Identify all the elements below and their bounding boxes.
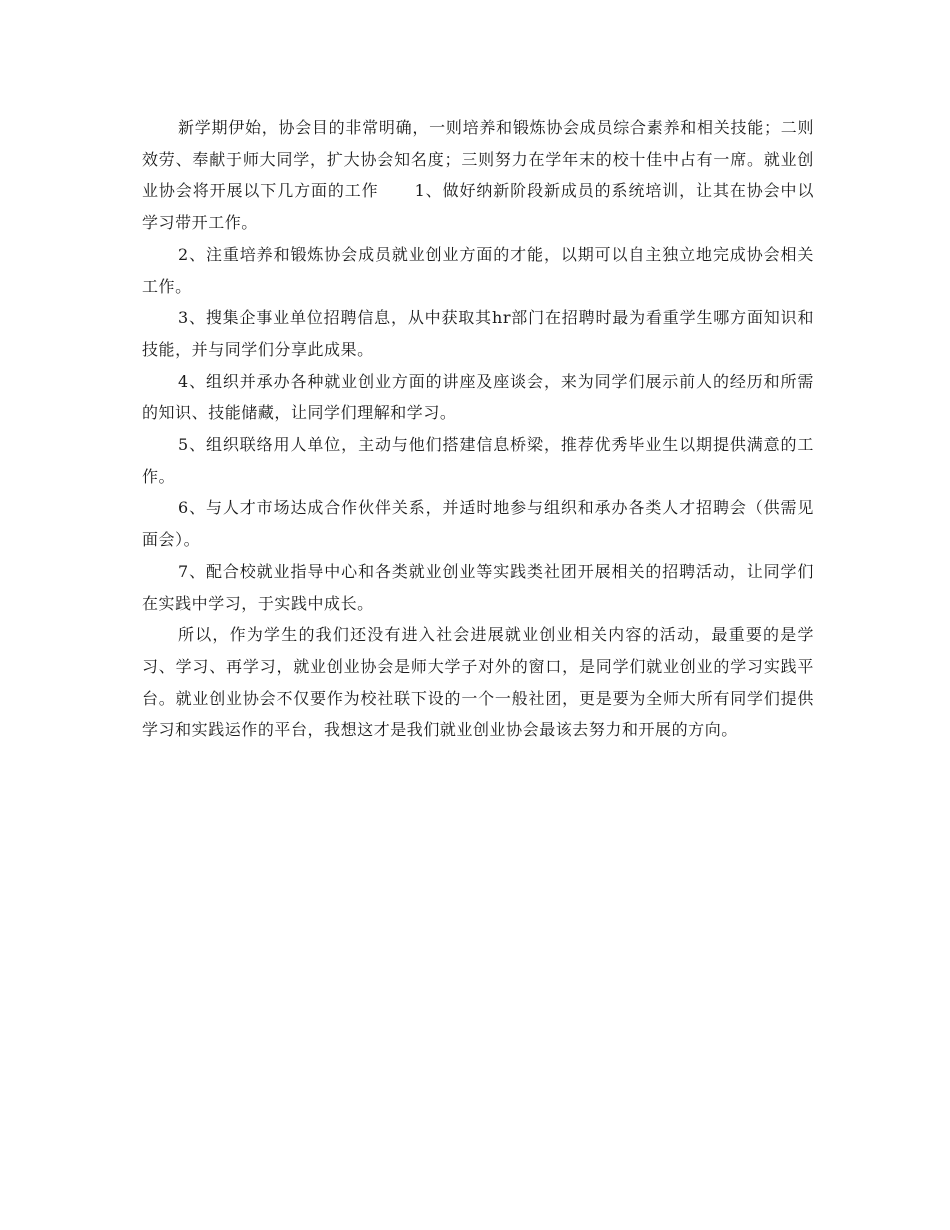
paragraph-intro-text: 新学期伊始，协会目的非常明确，一则培养和锻炼协会成员综合素养和相关技能；二则效劳、奉献于师大同学，扩大协会知名度；三则努力在学年末的校十佳中占有一席。就业创业协会将开展以下几方面的工作 xyxy=(142,118,814,201)
paragraph-item-7: 7、配合校就业指导中心和各类就业创业等实践类社团开展相关的招聘活动，让同学们在实践中学习，于实践中成长。 xyxy=(142,561,814,613)
paragraph-item-1-text: 1、做好纳新阶段新成员的系统培训，让其在协会中以学习带开工作。 xyxy=(142,181,814,233)
paragraph-item-2: 2、注重培养和锻炼协会成员就业创业方面的才能，以期可以自主独立地完成协会相关工作。 xyxy=(142,244,814,296)
paragraph-intro xyxy=(142,112,814,239)
paragraph-conclusion: 所以，作为学生的我们还没有进入社会进展就业创业相关内容的活动，最重要的是学习、学习、再学习，就业创业协会是师大学子对外的窗口，是同学们就业创业的学习实践平台。就业创业协会不仅要作为校社联下设的一个一般社团，更是要为全师大所有同学们提供学习和实践运作的平台，我想这才是我们就业创业协会最该去努力和开展的方向。 xyxy=(142,625,814,740)
paragraph-item-5: 5、组织联络用人单位，主动与他们搭建信息桥梁，推荐优秀毕业生以期提供满意的工作。 xyxy=(142,435,814,486)
paragraph-item-4: 4、组织并承办各种就业创业方面的讲座及座谈会，来为同学们展示前人的经历和所需的知识、技能储藏，让同学们理解和学习。 xyxy=(142,371,814,423)
document-body xyxy=(142,112,814,746)
paragraph-item-6: 6、与人才市场达成合作伙伴关系，并适时地参与组织和承办各类人才招聘会（供需见面会）。 xyxy=(142,498,814,550)
paragraph-item-3: 3、搜集企事业单位招聘信息，从中获取其hr部门在招聘时最为看重学生哪方面知识和技能，并与同学们分享此成果。 xyxy=(142,308,814,359)
